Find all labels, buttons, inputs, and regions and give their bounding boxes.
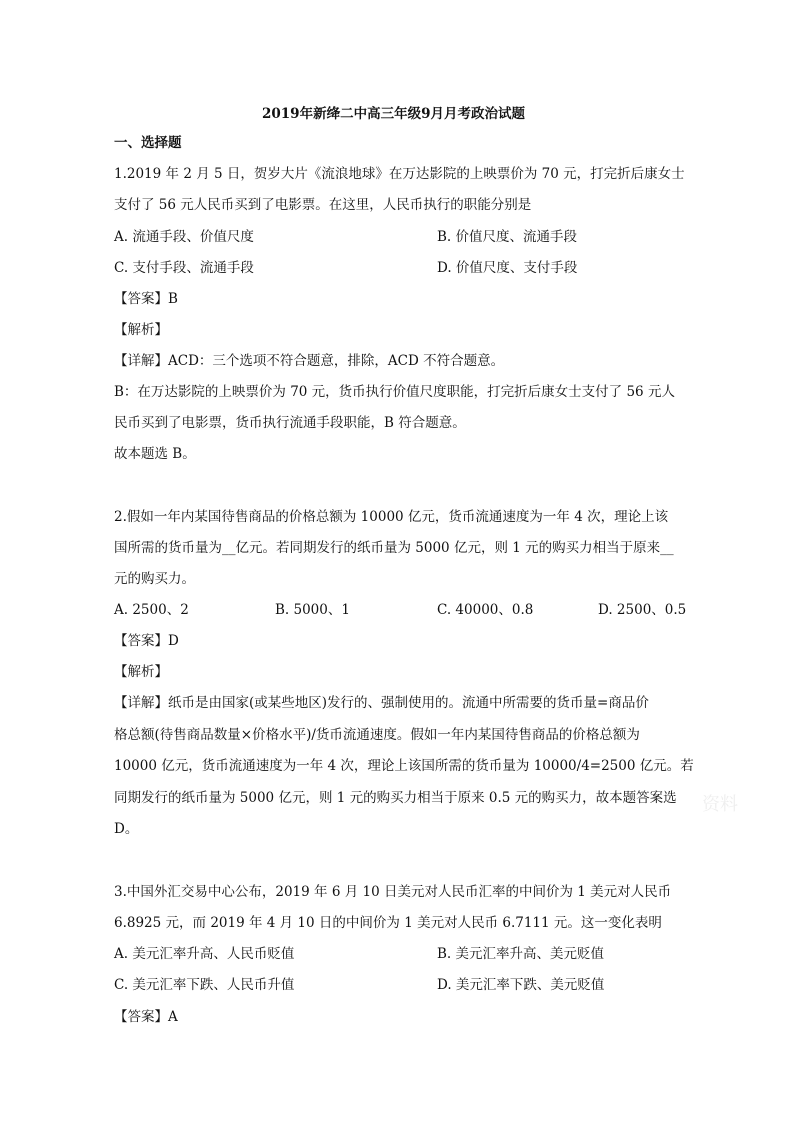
q2-detail-line-2: 格总额(待售商品数量×价格水平)/货币流通速度。假如一年内某国待售商品的价格总额为 [114, 727, 640, 743]
q3-option-d: D. 美元汇率下跌、美元贬值 [437, 977, 605, 993]
q1-option-c: C. 支付手段、流通手段 [114, 260, 254, 276]
q1-detail-line-4: 故本题选 B。 [114, 446, 196, 462]
q1-stem-line-1: 1.2019 年 2 月 5 日，贺岁大片《流浪地球》在万达影院的上映票价为 70 元，打完折后康女士 [114, 166, 685, 182]
q2-option-b: B. 5000、1 [275, 602, 350, 618]
q2-answer: 【答案】D [114, 633, 179, 649]
q1-option-d: D. 价值尺度、支付手段 [437, 260, 578, 276]
q1-option-b: B. 价值尺度、流通手段 [437, 229, 578, 245]
q3-stem-line-2: 6.8925 元，而 2019 年 4 月 10 日的中间价为 1 美元对人民币 6.7111 元。这一变化表明 [114, 915, 662, 931]
q3-option-a: A. 美元汇率升高、人民币贬值 [114, 946, 295, 962]
q2-detail-line-4: 同期发行的纸币量为 5000 亿元，则 1 元的购买力相当于原来 0.5 元的购买力，故本题答案选 [114, 790, 677, 806]
q2-option-c: C. 40000、0.8 [437, 602, 534, 618]
q1-detail-line-1: 【详解】ACD：三个选项不符合题意，排除，ACD 不符合题意。 [114, 353, 505, 369]
q1-detail-line-2: B：在万达影院的上映票价为 70 元，货币执行价值尺度职能，打完折后康女士支付了 56 元人 [114, 384, 675, 400]
q2-detail-line-3: 10000 亿元，货币流通速度为一年 4 次，理论上该国所需的货币量为 10000/4=2500 亿元。若 [114, 758, 694, 774]
q2-stem-line-1: 2.假如一年内某国待售商品的价格总额为 10000 亿元，货币流通速度为一年 4 次，理论上该 [114, 509, 669, 525]
section-header: 一、选择题 [114, 135, 182, 151]
q1-answer: 【答案】B [114, 291, 178, 307]
q2-stem-line-2: 国所需的货币量为__亿元。若同期发行的纸币量为 5000 亿元，则 1 元的购买力相当于原来__ [114, 540, 674, 556]
q1-option-a: A. 流通手段、价值尺度 [114, 229, 254, 245]
q3-option-c: C. 美元汇率下跌、人民币升值 [114, 977, 295, 993]
q2-option-a: A. 2500、2 [114, 602, 189, 618]
q1-stem-line-2: 支付了 56 元人民币买到了电影票。在这里，人民币执行的职能分别是 [114, 197, 532, 213]
q2-detail-line-5: D。 [114, 821, 139, 837]
watermark: 资料 [702, 794, 738, 815]
q3-option-b: B. 美元汇率升高、美元贬值 [437, 946, 605, 962]
q2-detail-line-1: 【详解】纸币是由国家(或某些地区)发行的、强制使用的。流通中所需要的货币量=商品价 [114, 695, 649, 711]
q3-stem-line-1: 3.中国外汇交易中心公布，2019 年 6 月 10 日美元对人民币汇率的中间价为 1 美元对人民币 [114, 884, 672, 900]
q3-answer: 【答案】A [114, 1009, 178, 1025]
q2-stem-line-3: 元的购买力。 [114, 571, 195, 587]
q2-option-d: D. 2500、0.5 [598, 602, 687, 618]
page-title: 2019年新绛二中高三年级9月月考政治试题 [262, 106, 525, 122]
q2-analysis-label: 【解析】 [114, 664, 168, 680]
q1-detail-line-3: 民币买到了电影票，货币执行流通手段职能，B 符合题意。 [114, 415, 466, 431]
q1-analysis-label: 【解析】 [114, 322, 168, 338]
